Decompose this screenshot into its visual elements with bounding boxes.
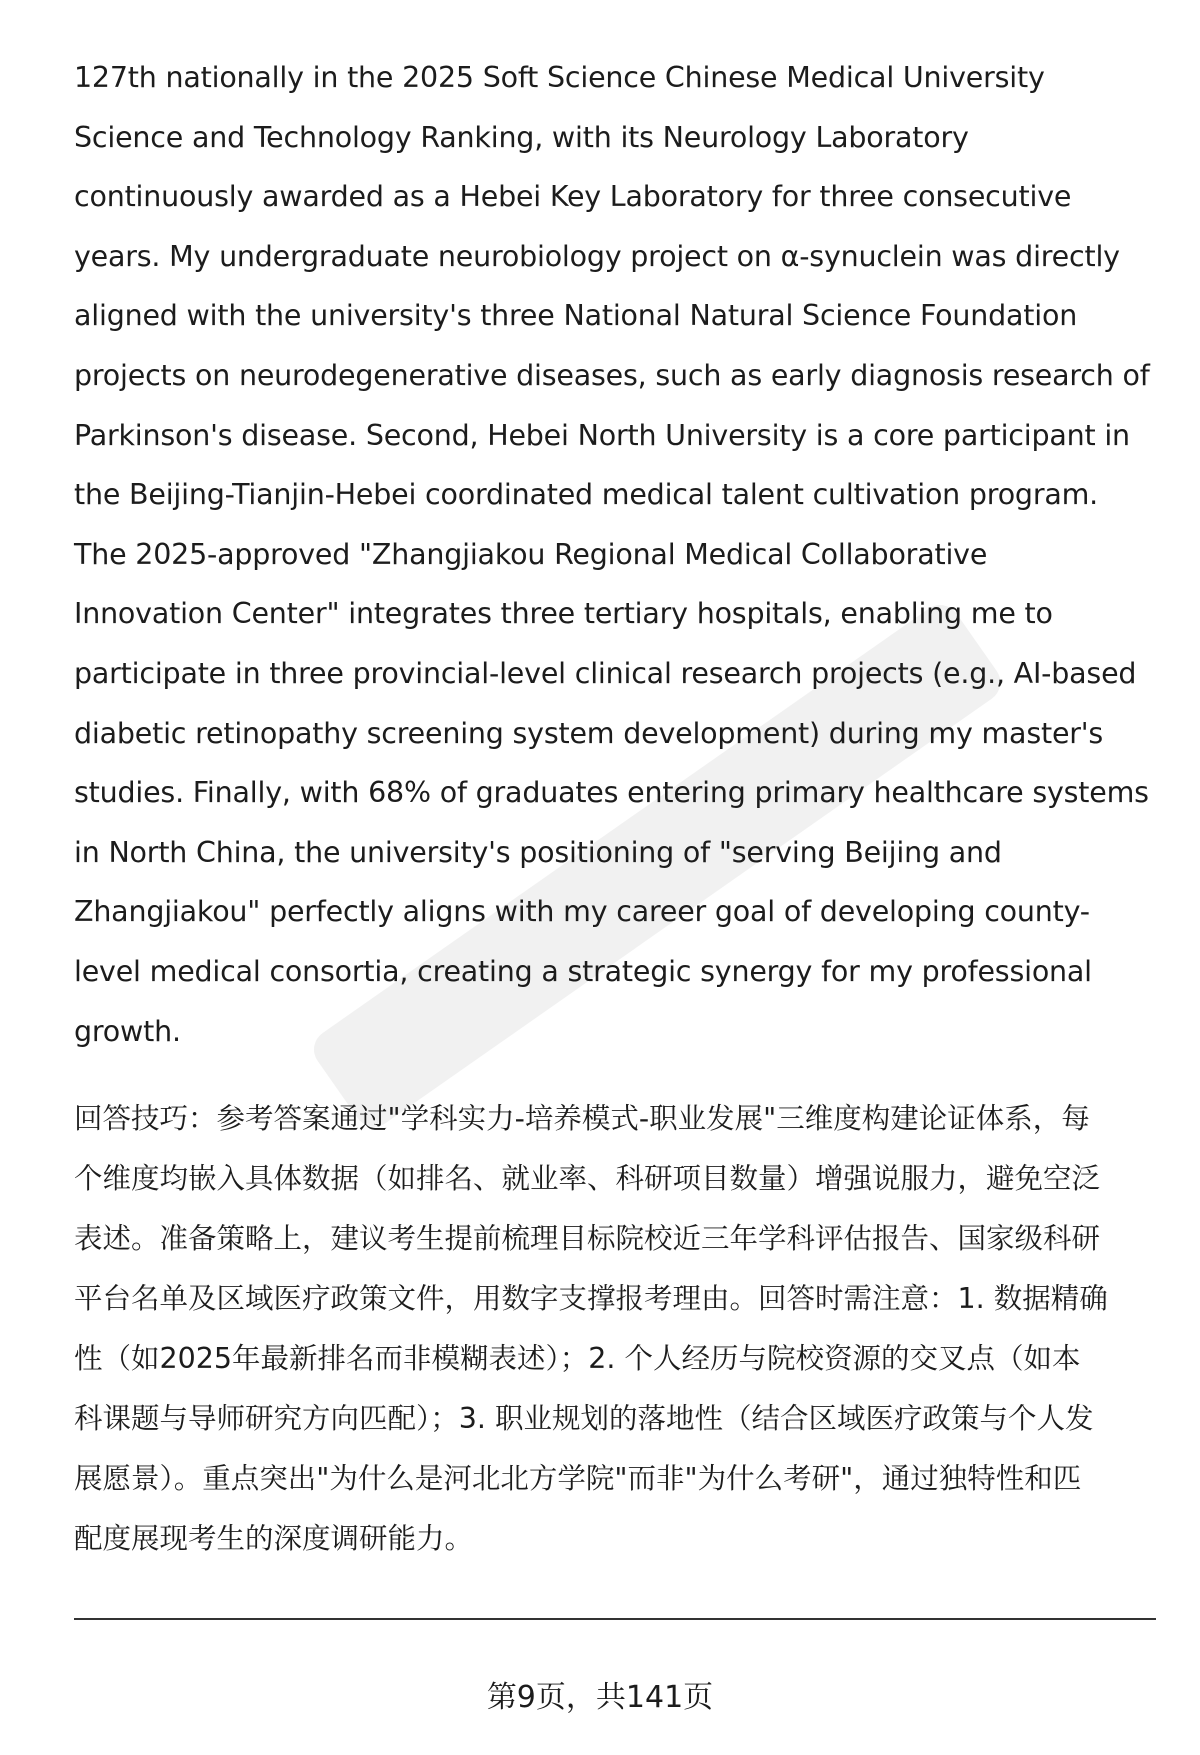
- text-line: 科课题与导师研究方向匹配）；3. 职业规划的落地性（结合区域医疗政策与个人发: [74, 1402, 1094, 1436]
- text-line: 性（如2025年最新排名而非模糊表述）；2. 个人经历与院校资源的交叉点（如本: [74, 1342, 1081, 1376]
- text-line: projects on neurodegenerative diseases, such as early diagnosis research of: [74, 358, 1150, 392]
- text-line: Parkinson's disease. Second, Hebei North University is a core participant in: [74, 418, 1130, 452]
- english-paragraph: [74, 48, 1154, 1061]
- text-line: continuously awarded as a Hebei Key Laboratory for three consecutive: [74, 180, 1072, 214]
- text-line: participate in three provincial-level clinical research projects (e.g., AI-based: [74, 656, 1137, 690]
- text-line: Zhangjiakou" perfectly aligns with my career goal of developing county-: [74, 895, 1090, 929]
- text-line: 配度展现考生的深度调研能力。: [74, 1522, 474, 1556]
- text-line: growth.: [74, 1014, 181, 1048]
- text-line: years. My undergraduate neurobiology project on α-synuclein was directly: [74, 239, 1120, 273]
- text-line: 展愿景）。重点突出"为什么是河北北方学院"而非"为什么考研"，通过独特性和匹: [74, 1462, 1082, 1496]
- text-line: aligned with the university's three National Natural Science Foundation: [74, 299, 1078, 333]
- text-line: The 2025-approved "Zhangjiakou Regional Medical Collaborative: [74, 537, 988, 571]
- footer-divider: [74, 1618, 1156, 1620]
- text-line: 平台名单及区域医疗政策文件，用数字支撑报考理由。回答时需注意：1. 数据精确: [74, 1282, 1108, 1316]
- text-line: Innovation Center" integrates three tertiary hospitals, enabling me to: [74, 597, 1053, 631]
- text-line: level medical consortia, creating a strategic synergy for my professional: [74, 954, 1092, 988]
- text-line: 表述。准备策略上，建议考生提前梳理目标院校近三年学科评估报告、国家级科研: [74, 1222, 1101, 1256]
- text-line: studies. Finally, with 68% of graduates entering primary healthcare systems: [74, 776, 1149, 810]
- text-line: 127th nationally in the 2025 Soft Science Chinese Medical University: [74, 61, 1045, 94]
- text-line: Science and Technology Ranking, with its Neurology Laboratory: [74, 120, 969, 154]
- document-body: [74, 48, 1154, 1569]
- chinese-answer-tips-paragraph: [74, 1089, 1154, 1569]
- text-line: diabetic retinopathy screening system development) during my master's: [74, 716, 1104, 750]
- text-line: 个维度均嵌入具体数据（如排名、就业率、科研项目数量）增强说服力，避免空泛: [74, 1162, 1101, 1196]
- page-number: 第9页，共141页: [486, 1680, 714, 1715]
- text-line: in North China, the university's positioning of "serving Beijing and: [74, 835, 1002, 869]
- text-line: the Beijing-Tianjin-Hebei coordinated medical talent cultivation program.: [74, 478, 1099, 512]
- text-line: 回答技巧：参考答案通过"学科实力-培养模式-职业发展"三维度构建论证体系，每: [74, 1102, 1090, 1136]
